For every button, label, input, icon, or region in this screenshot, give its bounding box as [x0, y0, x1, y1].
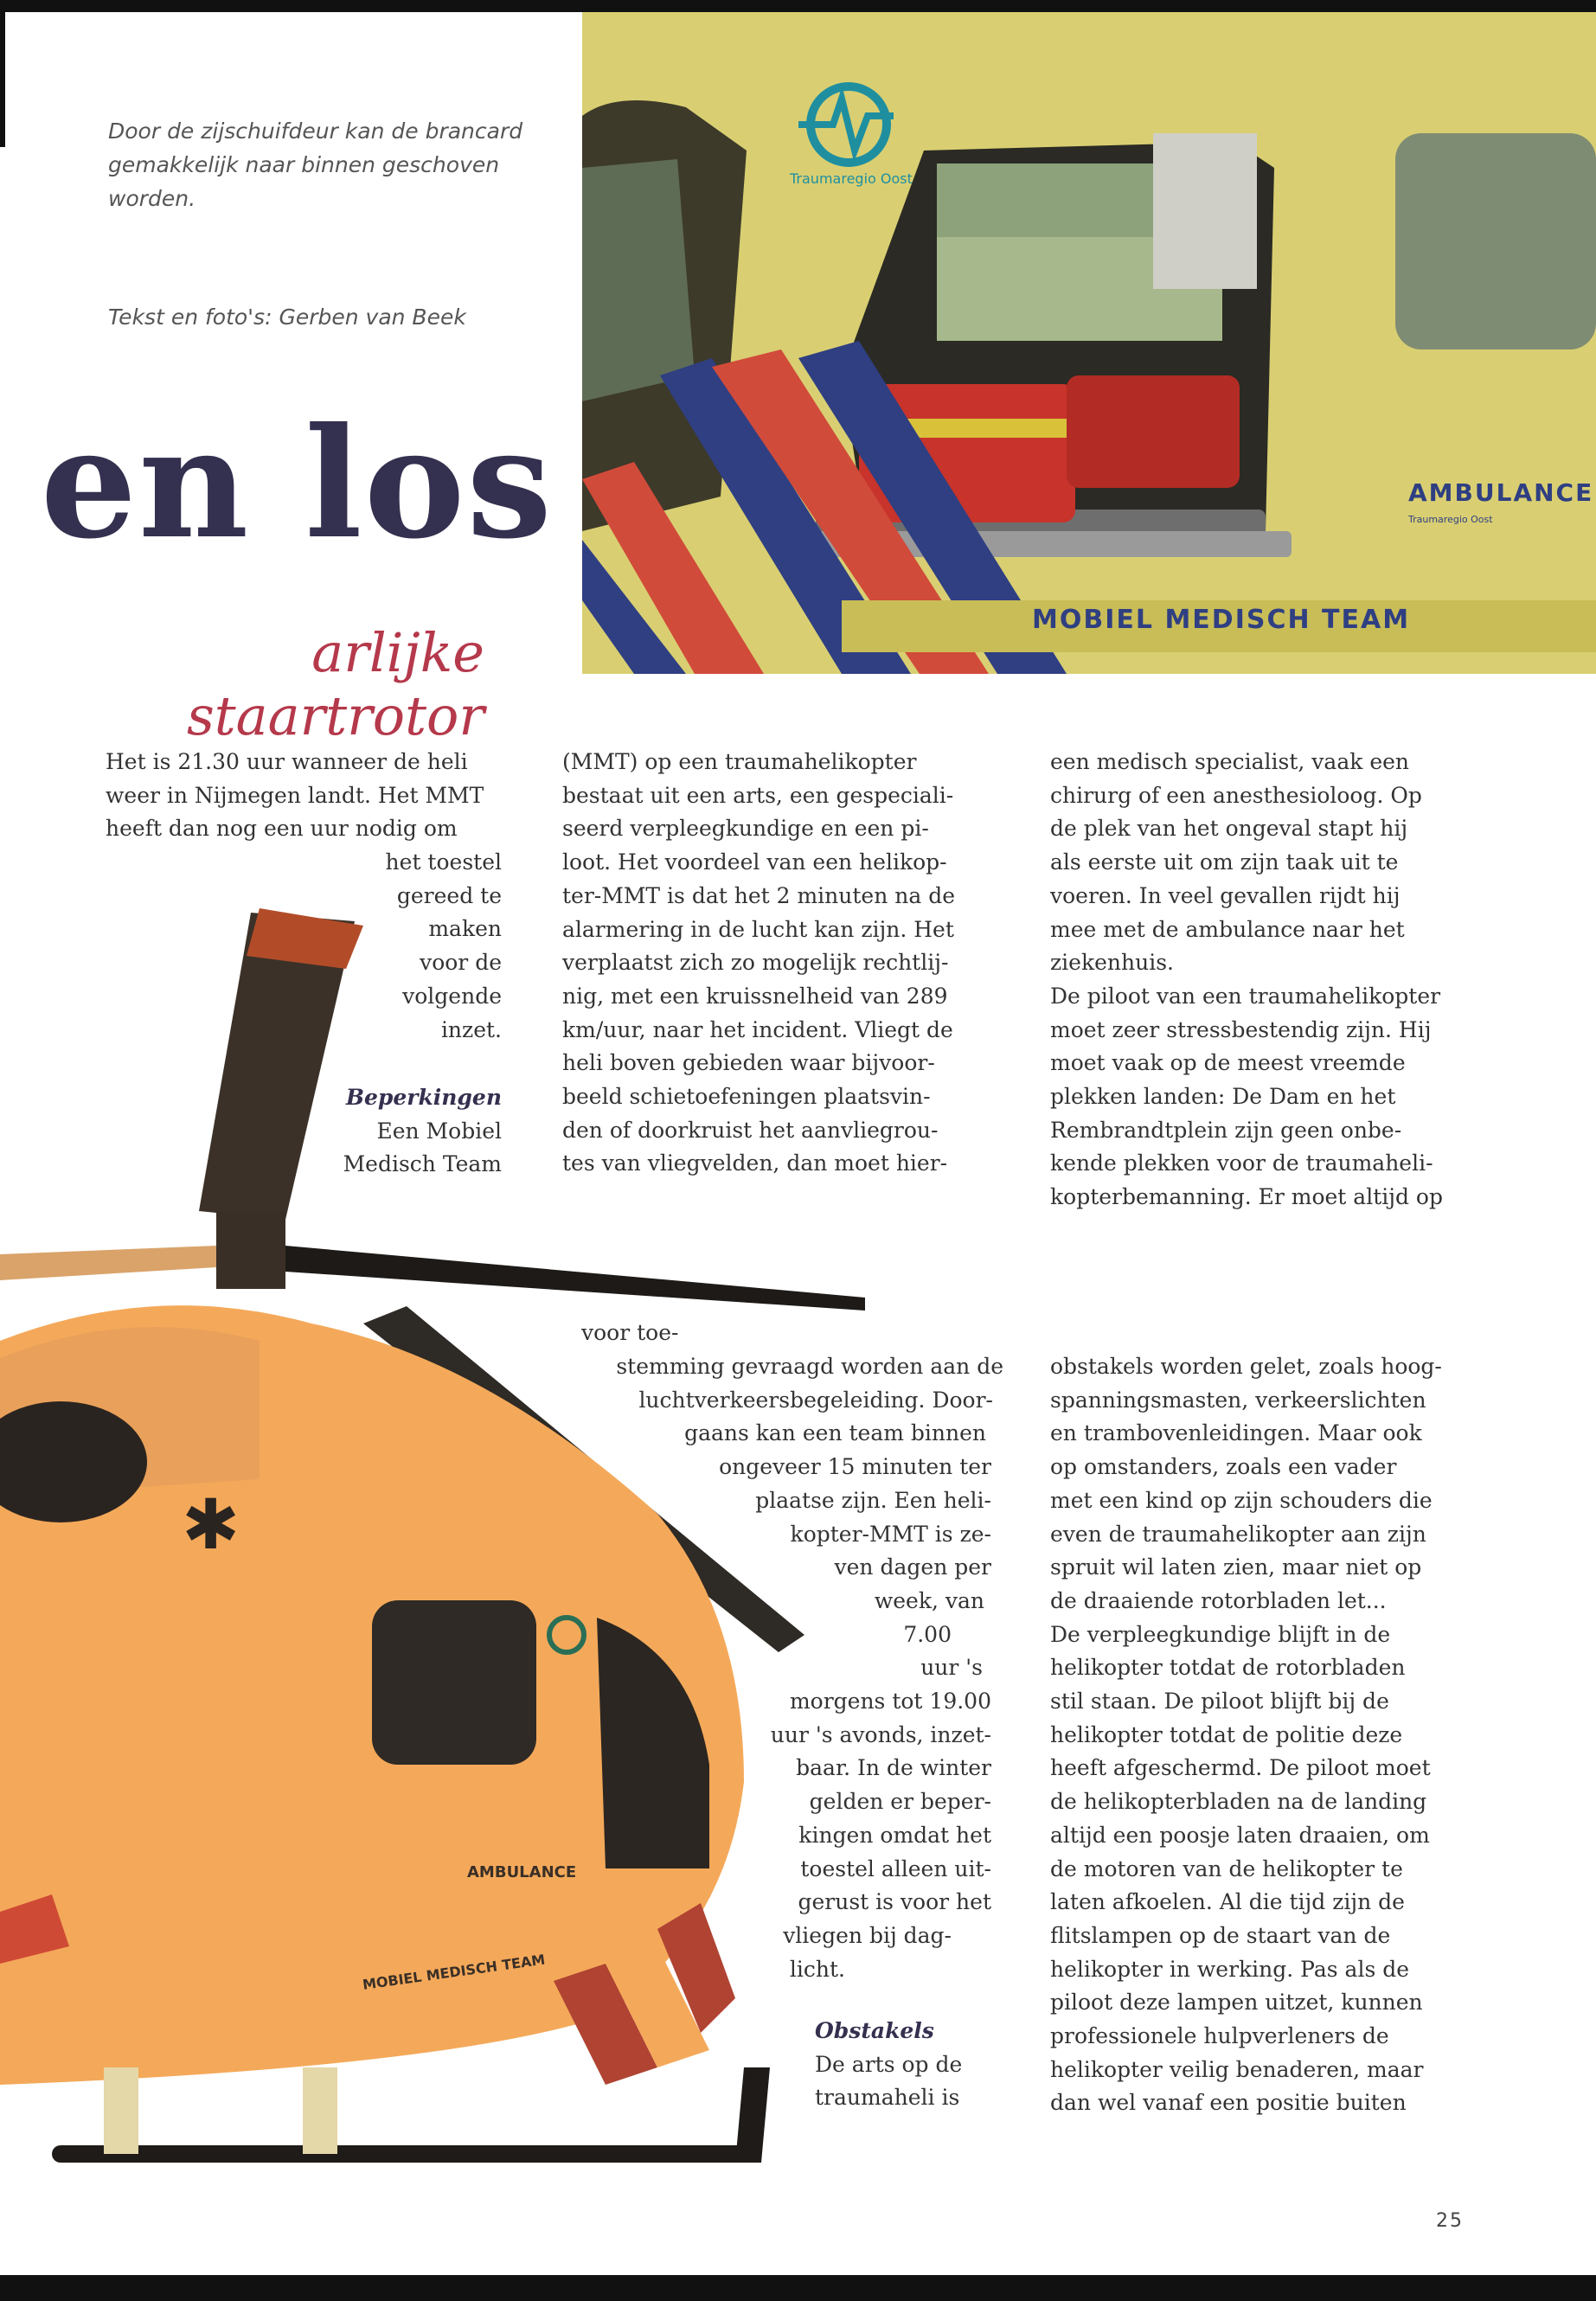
text-line: ven dagen per [834, 1554, 991, 1580]
text-line: even de traumahelikopter aan zijn [1050, 1521, 1426, 1547]
text-line: het toestel [385, 849, 502, 875]
text-line: flitslampen op de staart van de [1050, 1922, 1391, 1948]
text-line: uur 's avonds, inzet- [770, 1721, 991, 1747]
text-line: helikopter veilig benaderen, maar [1050, 2056, 1424, 2082]
text-line: tes van vliegvelden, dan moet hier- [562, 1150, 948, 1176]
text-line: den of doorkruist het aanvliegrou- [562, 1117, 939, 1143]
text-line: moet zeer stressbestendig zijn. Hij [1050, 1016, 1432, 1042]
text-line: verplaatst zich zo mogelijk rechtlij- [562, 950, 949, 976]
col2-obstakels [815, 2015, 1022, 2115]
heli-ambulance-label: AMBULANCE [467, 1863, 577, 1881]
text-line: spanningsmasten, verkeerslichten [1050, 1387, 1426, 1413]
text-line: kopter-MMT is ze- [790, 1521, 991, 1547]
text-line: als eerste uit om zijn taak uit te [1050, 849, 1399, 875]
col1-intro [106, 746, 503, 846]
text-line: voor de [420, 950, 502, 976]
text-line: bestaat uit een arts, een gespeciali- [562, 782, 954, 808]
text-line: toestel alleen uit- [800, 1856, 991, 1881]
top-photo-fuselage-label: MOBIEL MEDISCH TEAM [1032, 605, 1411, 635]
text-line: loot. Het voordeel van een helikop- [562, 849, 947, 875]
text-line: heeft dan nog een uur nodig om [106, 816, 458, 842]
text-line: Medisch Team [343, 1151, 502, 1177]
text-line: De verpleegkundige blijft in de [1050, 1621, 1391, 1647]
text-line: maken [428, 916, 502, 942]
text-line: 7.00 [903, 1621, 952, 1647]
text-line: de draaiende rotorbladen let... [1050, 1587, 1387, 1613]
text-line: professionele hulpverleners de [1050, 2023, 1389, 2049]
text-line: km/uur, naar het incident. Vliegt de [562, 1016, 953, 1042]
col3-top [1050, 746, 1500, 1215]
scan-border-bottom [0, 2275, 1596, 2301]
text-line: baar. In de winter [796, 1755, 991, 1781]
text-line: Een Mobiel [376, 1118, 502, 1144]
text-line: stemming gevraagd worden aan de [616, 1354, 1003, 1379]
text-line: mee met de ambulance naar het [1050, 916, 1405, 942]
text-line: piloot deze lampen uitzet, kunnen [1050, 1990, 1423, 2016]
text-line: (MMT) op een traumahelikopter [562, 749, 917, 774]
col3-bottom [1050, 1350, 1500, 2120]
text-line: plekken landen: De Dam en het [1050, 1084, 1396, 1110]
text-line: helikopter totdat de politie deze [1050, 1721, 1403, 1747]
text-line: laten afkoelen. Al die tijd zijn de [1050, 1889, 1405, 1915]
text-line: De arts op de [815, 2051, 963, 2077]
text-line: uur 's [920, 1655, 983, 1681]
col2b-line-0 [581, 1317, 841, 1350]
text-line: helikopter in werking. Pas als de [1050, 1956, 1410, 1982]
text-line: inzet. [440, 1016, 502, 1042]
heading-beperkingen: Beperkingen [345, 1085, 502, 1110]
text-line: kende plekken voor de traumaheli- [1050, 1150, 1433, 1176]
text-line: ongeveer 15 minuten ter [719, 1454, 991, 1480]
text-line: licht. [789, 1956, 845, 1982]
text-line: chirurg of een anesthesioloog. Op [1050, 782, 1422, 808]
page-number: 25 [1436, 2210, 1464, 2232]
top-photo-ambulance-sublabel: Traumaregio Oost [1408, 514, 1493, 525]
text-line: weer in Nijmegen landt. Het MMT [106, 782, 484, 808]
headline: en los [40, 395, 554, 573]
text-line: de motoren van de helikopter te [1050, 1856, 1403, 1881]
heli-fuselage-label: MOBIEL MEDISCH TEAM [361, 1951, 547, 1993]
text-line: beeld schietoefeningen plaatsvin- [562, 1084, 931, 1110]
text-line: gerust is voor het [798, 1889, 991, 1915]
text-line: stil staan. De piloot blijft bij de [1050, 1689, 1389, 1715]
top-photo-logo-text: Traumaregio Oost [790, 170, 913, 187]
text-line: ziekenhuis. [1050, 950, 1174, 976]
subtitle: arlijke staartrotor [186, 621, 484, 747]
text-line: week, van [874, 1587, 984, 1613]
col2-bottom [562, 1350, 1003, 1986]
photo-helicopter-door [582, 12, 1596, 674]
text-line: Het is 21.30 uur wanneer de heli [106, 749, 468, 774]
scan-border-top [0, 0, 1596, 12]
text-line: heeft afgeschermd. De piloot moet [1050, 1755, 1431, 1781]
helicopter-door-illustration [582, 12, 1596, 674]
text-line: voor toe- [581, 1320, 679, 1345]
text-line: de plek van het ongeval stapt hij [1050, 816, 1408, 842]
text-line: vliegen bij dag- [783, 1922, 952, 1948]
text-line: Rembrandtplein zijn geen onbe- [1050, 1117, 1402, 1143]
scan-border-left [0, 0, 5, 147]
text-line: gelden er beper- [809, 1789, 991, 1815]
text-line: moet vaak op de meest vreemde [1050, 1050, 1406, 1076]
text-line: morgens tot 19.00 [789, 1689, 991, 1715]
text-line: de helikopterbladen na de landing [1050, 1789, 1427, 1815]
heading-obstakels: Obstakels [815, 2018, 934, 2043]
text-line: voeren. In veel gevallen rijdt hij [1050, 882, 1401, 908]
text-line: obstakels worden gelet, zoals hoog- [1050, 1354, 1442, 1379]
text-line: luchtverkeersbegeleiding. Door- [638, 1387, 993, 1413]
text-line: en trambovenleidingen. Maar ook [1050, 1420, 1422, 1446]
text-line: gaans kan een team binnen [684, 1420, 986, 1446]
text-line: ter-MMT is dat het 2 minuten na de [562, 882, 956, 908]
col1-beperkingen [329, 1081, 502, 1182]
text-line: met een kind op zijn schouders die [1050, 1487, 1433, 1513]
text-line: De piloot van een traumahelikopter [1050, 983, 1441, 1009]
top-photo-ambulance-label: AMBULANCE [1408, 478, 1594, 507]
text-line: op omstanders, zoals een vader [1050, 1454, 1397, 1480]
text-line: gereed te [396, 882, 502, 908]
text-line: dan wel vanaf een positie buiten [1050, 2090, 1407, 2116]
text-line: kingen omdat het [798, 1822, 991, 1848]
text-line: een medisch specialist, vaak een [1050, 749, 1410, 774]
text-line: traumaheli is [815, 2085, 960, 2111]
text-line: nig, met een kruissnelheid van 289 [562, 983, 948, 1009]
text-line: volgende [402, 983, 502, 1009]
text-line: spruit wil laten zien, maar niet op [1050, 1554, 1422, 1580]
col1-wrap [285, 846, 502, 1047]
text-line: heli boven gebieden waar bijvoor- [562, 1050, 935, 1076]
svg-text:✱: ✱ [182, 1484, 240, 1565]
text-line: alarmering in de lucht kan zijn. Het [562, 916, 954, 942]
text-line: altijd een poosje laten draaien, om [1050, 1822, 1430, 1848]
col2-top [562, 746, 1012, 1181]
text-line: seerd verpleegkundige en een pi- [562, 816, 929, 842]
text-line: plaatse zijn. Een heli- [755, 1487, 991, 1513]
text-line: helikopter totdat de rotorbladen [1050, 1655, 1406, 1681]
author-credit: Tekst en foto's: Gerben van Beek [108, 304, 466, 330]
photo-caption: Door de zijschuifdeur kan de brancard gemakkelijk naar binnen geschoven worden. [108, 119, 523, 211]
text-line: kopterbemanning. Er moet altijd op [1050, 1184, 1443, 1210]
